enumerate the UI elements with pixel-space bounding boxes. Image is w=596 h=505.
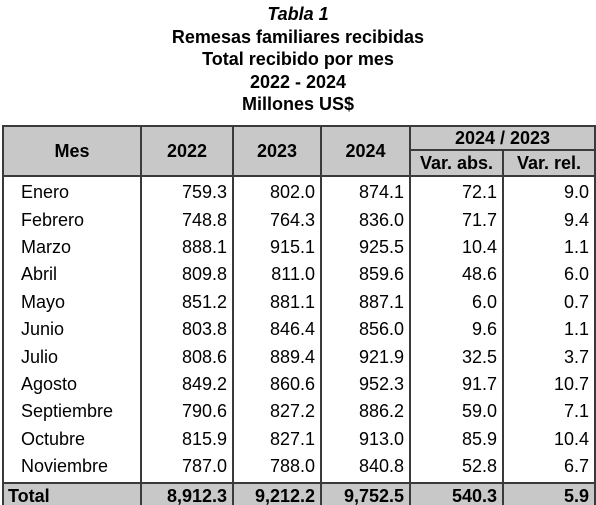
cell-2023: 827.2 [233,398,321,425]
table-title-block [0,0,596,116]
table-subtitle: Total recibido por mes [202,49,394,70]
header-var-rel: Var. rel. [503,150,595,176]
cell-2022: 790.6 [141,398,233,425]
cell-var-abs: 52.8 [410,453,503,483]
cell-var-rel: 1.1 [503,316,595,343]
cell-2024: 925.5 [321,234,410,261]
cell-2023: 827.1 [233,426,321,453]
table-row [3,343,595,370]
total-2022: 8,912.3 [141,483,233,505]
cell-var-abs: 9.6 [410,316,503,343]
cell-var-rel: 9.4 [503,206,595,233]
cell-var-abs: 48.6 [410,261,503,288]
cell-2022: 851.2 [141,289,233,316]
cell-2023: 915.1 [233,234,321,261]
table-row [3,289,595,316]
cell-var-rel: 7.1 [503,398,595,425]
cell-var-abs: 71.7 [410,206,503,233]
cell-2024: 859.6 [321,261,410,288]
table-title: Remesas familiares recibidas [171,26,425,47]
table-row [3,206,595,233]
table-units: Millones US$ [241,94,355,115]
cell-2024: 840.8 [321,453,410,483]
cell-mes: Noviembre [3,453,141,483]
cell-2023: 860.6 [233,371,321,398]
cell-2022: 849.2 [141,371,233,398]
cell-mes: Octubre [3,426,141,453]
cell-mes: Marzo [3,234,141,261]
cell-mes: Mayo [3,289,141,316]
total-label: Total [3,483,141,505]
table-body [3,176,595,483]
cell-var-rel: 0.7 [503,289,595,316]
cell-var-abs: 85.9 [410,426,503,453]
cell-2024: 874.1 [321,176,410,206]
cell-var-abs: 32.5 [410,343,503,370]
cell-var-abs: 10.4 [410,234,503,261]
cell-mes: Agosto [3,371,141,398]
cell-2022: 809.8 [141,261,233,288]
total-var-rel: 5.9 [503,483,595,505]
cell-2023: 811.0 [233,261,321,288]
cell-mes: Septiembre [3,398,141,425]
cell-var-rel: 3.7 [503,343,595,370]
table-row [3,426,595,453]
table-row [3,316,595,343]
total-var-abs: 540.3 [410,483,503,505]
cell-var-abs: 72.1 [410,176,503,206]
table-row [3,453,595,483]
cell-mes: Abril [3,261,141,288]
remittances-table [2,125,596,505]
cell-var-rel: 10.4 [503,426,595,453]
cell-2022: 808.6 [141,343,233,370]
cell-2024: 836.0 [321,206,410,233]
header-2023: 2023 [233,126,321,176]
cell-2023: 764.3 [233,206,321,233]
total-2023: 9,212.2 [233,483,321,505]
cell-var-rel: 10.7 [503,371,595,398]
cell-var-abs: 91.7 [410,371,503,398]
cell-var-rel: 1.1 [503,234,595,261]
cell-var-rel: 6.7 [503,453,595,483]
cell-var-abs: 6.0 [410,289,503,316]
table-number: Tabla 1 [267,4,329,24]
table-row [3,398,595,425]
cell-2022: 748.8 [141,206,233,233]
cell-mes: Junio [3,316,141,343]
table-header [3,126,595,176]
table-row [3,371,595,398]
cell-2022: 759.3 [141,176,233,206]
total-row [3,483,595,505]
cell-var-rel: 6.0 [503,261,595,288]
cell-2022: 787.0 [141,453,233,483]
cell-2023: 889.4 [233,343,321,370]
cell-2023: 788.0 [233,453,321,483]
header-2022: 2022 [141,126,233,176]
cell-2023: 881.1 [233,289,321,316]
table-footer [3,483,595,505]
cell-2023: 846.4 [233,316,321,343]
cell-mes: Febrero [3,206,141,233]
header-group-2024-2023: 2024 / 2023 [410,126,595,150]
cell-mes: Enero [3,176,141,206]
table-row [3,176,595,206]
cell-2022: 815.9 [141,426,233,453]
cell-2024: 856.0 [321,316,410,343]
header-mes: Mes [3,126,141,176]
table-row [3,261,595,288]
header-var-abs: Var. abs. [410,150,503,176]
cell-2023: 802.0 [233,176,321,206]
cell-2024: 913.0 [321,426,410,453]
cell-var-rel: 9.0 [503,176,595,206]
cell-2024: 887.1 [321,289,410,316]
cell-mes: Julio [3,343,141,370]
table-row [3,234,595,261]
cell-2024: 952.3 [321,371,410,398]
table-period: 2022 - 2024 [249,71,347,92]
cell-2024: 886.2 [321,398,410,425]
header-2024: 2024 [321,126,410,176]
cell-2024: 921.9 [321,343,410,370]
cell-2022: 888.1 [141,234,233,261]
cell-2022: 803.8 [141,316,233,343]
total-2024: 9,752.5 [321,483,410,505]
cell-var-abs: 59.0 [410,398,503,425]
